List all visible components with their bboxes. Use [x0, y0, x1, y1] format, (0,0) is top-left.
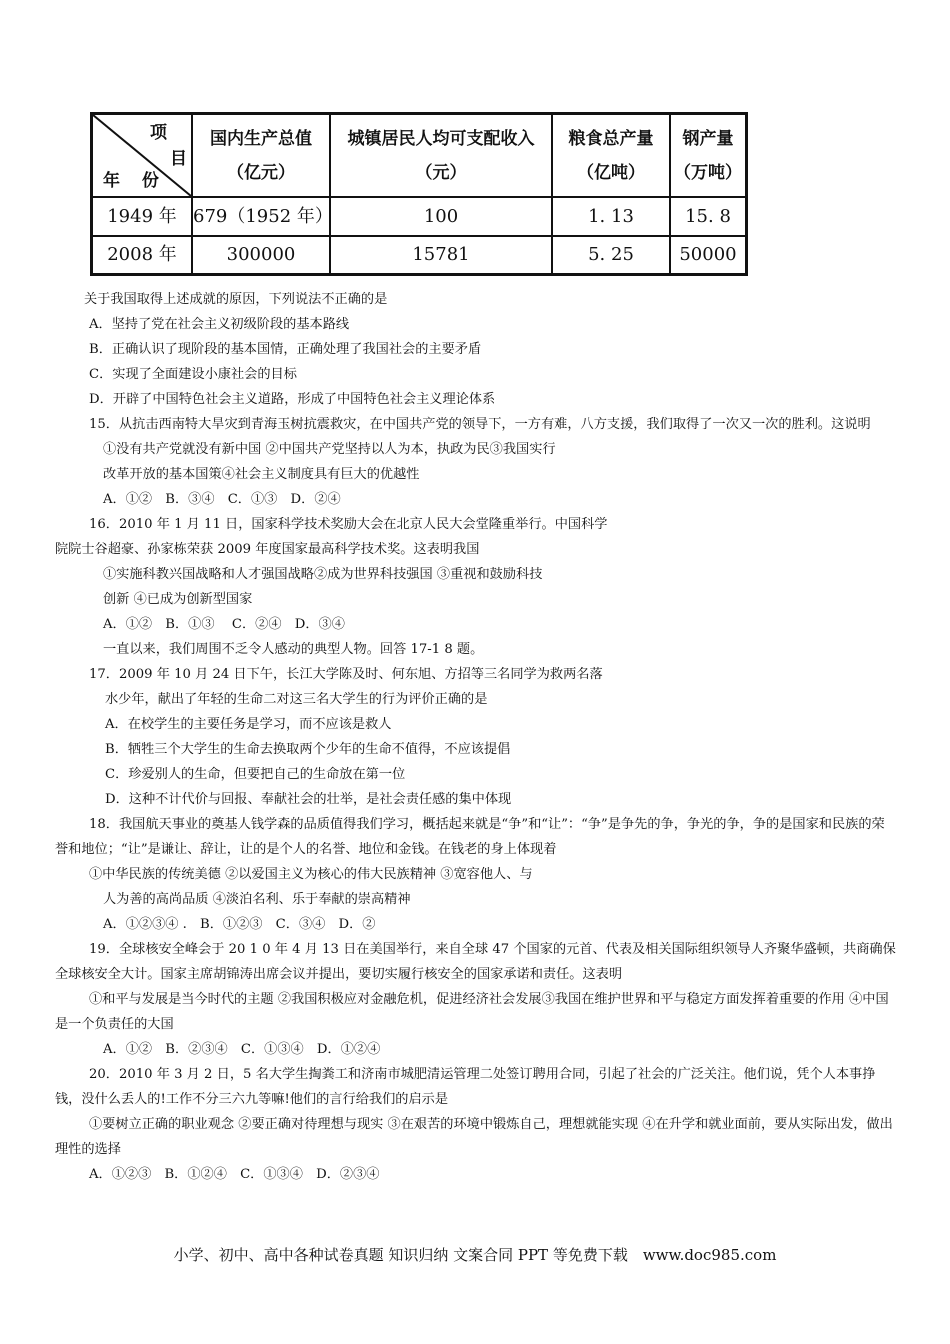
- q17-option-d: D．这种不计代价与回报、奉献社会的壮举，是社会责任感的集中体现: [105, 792, 512, 807]
- q18-statement-1: ①中华民族的传统美德 ②以爱国主义为核心的伟大民族精神 ③宽容他人、与: [89, 867, 533, 882]
- q20-statements: ①要树立正确的职业观念 ②要正确对待理想与现实 ③在艰苦的环境中锻炼自己，理想就能实现 ④在升学和就业面前，要从实际出发，做出理性的选择: [55, 1117, 893, 1157]
- table-corner-cell: [93, 115, 193, 198]
- q15-stem: 15．从抗击西南特大旱灾到青海玉树抗震救灾，在中国共产党的领导下，一方有难，八方支援，我们取得了一次又一次的胜利。这说明: [89, 417, 871, 432]
- q20-stem: 20．2010 年 3 月 2 日，5 名大学生掏粪工和济南市城肥清运管理二处签订聘用合同，引起了社会的广泛关注。他们说，凭个人本事挣钱，没什么丢人的!工作不分三六九等嘛!他们的言行给我们的启示是: [55, 1067, 876, 1107]
- q17-stem-1: 17．2009 年 10 月 24 日下午，长江大学陈及时、何东旭、方招等三名同学为救两名落: [89, 667, 603, 682]
- q14-option-a: A．坚持了党在社会主义初级阶段的基本路线: [89, 317, 350, 332]
- q19-options: A．①② B．②③④ C．①③④ D．①②④: [103, 1042, 381, 1057]
- row-1949-income: 100: [331, 198, 553, 237]
- q16-statement-1: ①实施科教兴国战略和人才强国战略②成为世界科技强国 ③重视和鼓励科技: [103, 567, 543, 582]
- q16-stem-1: 16．2010 年 1 月 11 日，国家科学技术奖励大会在北京人民大会堂隆重举行。中国科学: [89, 517, 608, 532]
- header-income: [331, 115, 553, 198]
- header-gdp: [193, 115, 331, 198]
- header-grain-name: 粮食总产量: [568, 128, 654, 149]
- q14-stem: 关于我国取得上述成就的原因，下列说法不正确的是: [84, 292, 388, 307]
- row-1949-year: 1949 年: [93, 198, 193, 237]
- row-1949-gdp: 679（1952 年）: [193, 198, 331, 237]
- q17-18-intro: 一直以来，我们周围不乏令人感动的典型人物。回答 17-1 8 题。: [103, 642, 484, 657]
- q17-option-b: B．牺牲三个大学生的生命去换取两个少年的生命不值得，不应该提倡: [105, 742, 511, 757]
- q17-stem-2: 水少年，献出了年轻的生命二对这三名大学生的行为评价正确的是: [105, 692, 488, 707]
- q18-options: A．①②③④ . B．①②③ C．③④ D．②: [103, 917, 376, 932]
- header-steel-name: 钢产量: [682, 128, 734, 149]
- q17-option-a: A．在校学生的主要任务是学习，而不应该是救人: [105, 717, 392, 732]
- statistics-table: [90, 112, 748, 276]
- q15-statement-2: 改革开放的基本国策④社会主义制度具有巨大的优越性: [103, 467, 420, 482]
- row-2008-gdp: 300000: [193, 237, 331, 273]
- header-income-unit: （元）: [415, 162, 467, 183]
- header-steel: [671, 115, 745, 198]
- q18-statement-2: 人为善的高尚品质 ④淡泊名利、乐于奉献的崇高精神: [103, 892, 411, 907]
- corner-item-label-a: 项: [150, 123, 167, 143]
- question-text: [55, 287, 897, 1187]
- q19-statements: ①和平与发展是当今时代的主题 ②我国积极应对金融危机，促进经济社会发展③我国在维护世界和平与稳定方面发挥着重要的作用 ④中国是一个负责任的大国: [55, 992, 889, 1032]
- row-2008-grain: 5. 25: [553, 237, 671, 273]
- header-gdp-name: 国内生产总值: [210, 128, 312, 149]
- header-steel-unit: （万吨）: [674, 162, 742, 183]
- header-income-name: 城镇居民人均可支配收入: [347, 128, 535, 149]
- q17-option-c: C．珍爱别人的生命，但要把自己的生命放在第一位: [105, 767, 406, 782]
- q14-option-c: C．实现了全面建设小康社会的目标: [89, 367, 297, 382]
- q15-statement-1: ①没有共产党就没有新中国 ②中国共产党坚持以人为本，执政为民③我国实行: [103, 442, 556, 457]
- q20-options: A．①②③ B．①②④ C．①③④ D．②③④: [89, 1167, 380, 1182]
- q16-stem-2: 院院士谷超豪、孙家栋荣获 2009 年度国家最高科学技术奖。这表明我国: [55, 542, 480, 557]
- q16-statement-2: 创新 ④已成为创新型国家: [103, 592, 253, 607]
- q19-stem: 19．全球核安全峰会于 20 1 0 年 4 月 13 日在美国举行，来自全球 47 个国家的元首、代表及相关国际组织领导人齐聚华盛顿，共商确保全球核安全大计。国家主席胡锦涛出席会议并提出，要切实履行核安全的国家承诺和责任。这表明: [55, 942, 896, 982]
- header-grain: [553, 115, 671, 198]
- row-1949-steel: 15. 8: [671, 198, 745, 237]
- row-2008-year: 2008 年: [93, 237, 193, 273]
- header-gdp-unit: （亿元）: [227, 162, 295, 183]
- q14-option-d: D．开辟了中国特色社会主义道路，形成了中国特色社会主义理论体系: [89, 392, 496, 407]
- q16-options: A．①② B．①③ C．②④ D．③④: [103, 617, 345, 632]
- row-2008-income: 15781: [331, 237, 553, 273]
- q18-stem: 18．我国航天事业的奠基人钱学森的品质值得我们学习，概括起来就是“争”和“让”：“争”是争先的争，争光的争，争的是国家和民族的荣誉和地位；“让”是谦让、辞让，让的是个人的名誉、地位和金钱。在钱老的身上体现着: [55, 817, 885, 857]
- q15-options: A．①② B．③④ C．①③ D．②④: [103, 492, 341, 507]
- page-footer: 小学、初中、高中各种试卷真题 知识归纳 文案合同 PPT 等免费下载 www.doc985.com: [173, 1246, 777, 1264]
- corner-year-label: 年 份: [103, 171, 167, 191]
- row-1949-grain: 1. 13: [553, 198, 671, 237]
- q14-option-b: B．正确认识了现阶段的基本国情，正确处理了我国社会的主要矛盾: [89, 342, 482, 357]
- row-2008-steel: 50000: [679, 244, 737, 265]
- corner-item-label-b: 目: [170, 149, 187, 169]
- header-grain-unit: （亿吨）: [577, 162, 645, 183]
